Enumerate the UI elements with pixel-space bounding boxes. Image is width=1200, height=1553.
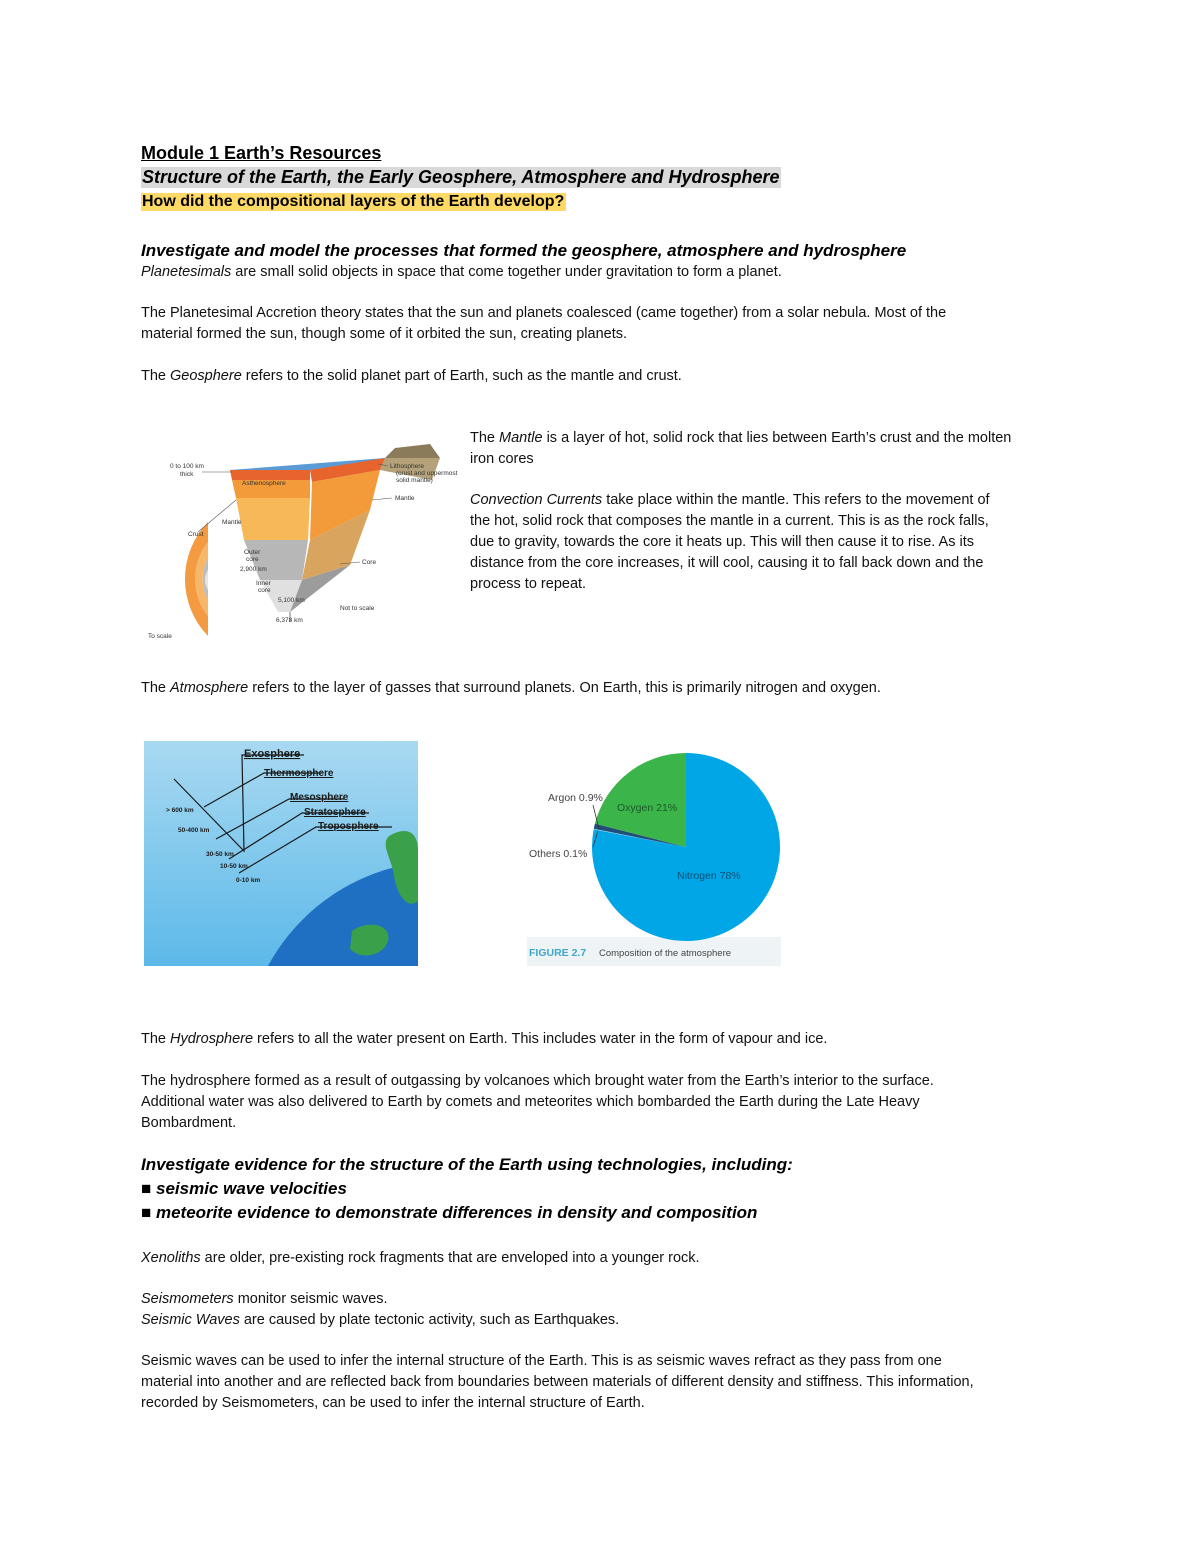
hydrosphere-pre: The bbox=[141, 1031, 171, 1047]
diagram-label: 2,900 km bbox=[240, 566, 267, 573]
atmosphere-pie-chart bbox=[527, 741, 781, 966]
convection-text: process to repeat. bbox=[470, 576, 587, 592]
layer-label-mesosphere: Mesosphere bbox=[290, 792, 349, 803]
altitude-label: 50-400 km bbox=[178, 827, 210, 834]
layer-label-exosphere: Exosphere bbox=[244, 748, 301, 760]
planetesimals-text: are small solid objects in space that come together under gravitation to form a planet. bbox=[231, 264, 782, 280]
outgassing-line: The hydrosphere formed as a result of outgassing by volcanoes which brought water from the Earth’s interior to the surface. bbox=[141, 1073, 934, 1089]
accretion-paragraph bbox=[141, 303, 946, 345]
diagram-label: Not to scale bbox=[340, 605, 375, 612]
diagram-label: 0 to 100 km bbox=[170, 463, 204, 470]
altitude-label: 0-10 km bbox=[236, 877, 261, 884]
geosphere-pre: The bbox=[141, 368, 171, 384]
seismic-waves-text: are caused by plate tectonic activity, such as Earthquakes. bbox=[239, 1312, 620, 1328]
atmosphere-text: refers to the layer of gasses that surround planets. On Earth, this is primarily nitrogen and oxygen. bbox=[248, 680, 881, 696]
layer-label-stratosphere: Stratosphere bbox=[304, 807, 366, 818]
outgassing-line: Bombardment. bbox=[141, 1115, 237, 1131]
diagram-label: 6,378 km bbox=[276, 617, 303, 624]
diagram-label: Mantle bbox=[395, 495, 415, 502]
pie-label-argon: Argon 0.9% bbox=[548, 792, 603, 804]
earth-layers-diagram bbox=[140, 440, 460, 645]
layer-label-thermosphere: Thermosphere bbox=[264, 768, 334, 779]
diagram-label: core bbox=[246, 556, 259, 563]
geosphere-term: Geosphere bbox=[170, 368, 242, 384]
convection-text: take place within the mantle. This refers to the movement of bbox=[602, 492, 990, 508]
section2-bullet: ■ seismic wave velocities bbox=[141, 1179, 347, 1198]
accretion-line: material formed the sun, though some of it orbited the sun, creating planets. bbox=[141, 326, 628, 342]
pie-slices bbox=[592, 753, 780, 941]
seismometers-text: monitor seismic waves. bbox=[233, 1291, 388, 1307]
planetesimals-term: Planetesimals bbox=[141, 264, 232, 280]
inference-line: recorded by Seismometers, can be used to infer the internal structure of Earth. bbox=[141, 1395, 645, 1411]
geosphere-paragraph bbox=[141, 366, 682, 387]
guiding-question: How did the compositional layers of the Earth develop? bbox=[142, 193, 565, 210]
layer-label-troposphere: Troposphere bbox=[318, 821, 379, 832]
xenoliths-term: Xenoliths bbox=[141, 1250, 201, 1266]
convection-term: Convection Currents bbox=[470, 492, 603, 508]
figure-caption-text: Composition of the atmosphere bbox=[599, 948, 732, 959]
inference-line: Seismic waves can be used to infer the internal structure of the Earth. This is as seismic waves refract as they pass from one bbox=[141, 1353, 942, 1369]
atmosphere-paragraph bbox=[141, 678, 881, 699]
outgassing-line: Additional water was also delivered to Earth by comets and meteorites which bombarded the Earth during the Late Heavy bbox=[141, 1094, 920, 1110]
altitude-label: 10-50 km bbox=[220, 863, 248, 870]
diagram-label: (crust and uppermost bbox=[396, 470, 458, 477]
diagram-label: Crust bbox=[188, 531, 204, 538]
diagram-label: thick bbox=[180, 471, 194, 478]
pie-label-nitrogen: Nitrogen 78% bbox=[677, 870, 741, 882]
diagram-label: 5,100 km bbox=[278, 597, 305, 604]
seismometers-term: Seismometers bbox=[141, 1291, 234, 1307]
diagram-label: Inner bbox=[256, 580, 271, 587]
diagram-label: Asthenosphere bbox=[242, 480, 286, 487]
diagram-label: Mantle bbox=[222, 519, 242, 526]
diagram-label: solid mantle) bbox=[396, 477, 433, 484]
convection-text: due to gravity, towards the core it heats up. This will then cause it to rise. As its bbox=[470, 534, 974, 550]
altitude-label: > 600 km bbox=[166, 807, 194, 814]
section2-heading-line: Investigate evidence for the structure of the Earth using technologies, including: bbox=[141, 1155, 793, 1174]
accretion-line: The Planetesimal Accretion theory states that the sun and planets coalesced (came together) from a solar nebula. Most of the bbox=[141, 305, 947, 321]
seismic-waves-term: Seismic Waves bbox=[141, 1312, 240, 1328]
atmosphere-pre: The bbox=[141, 680, 171, 696]
mantle-text: iron cores bbox=[470, 451, 534, 467]
section1-heading: Investigate and model the processes that formed the geosphere, atmosphere and hydrosphere bbox=[141, 241, 907, 260]
planetesimals-paragraph bbox=[141, 262, 782, 283]
mantle-term: Mantle bbox=[499, 430, 543, 446]
diagram-label: core bbox=[258, 587, 271, 594]
convection-text: distance from the core increases, it will cool, causing it to fall back down and the bbox=[470, 555, 984, 571]
mantle-paragraph bbox=[470, 428, 1011, 470]
mantle-text: is a layer of hot, solid rock that lies between Earth’s crust and the molten bbox=[542, 430, 1012, 446]
atmosphere-term: Atmosphere bbox=[170, 680, 249, 696]
inference-line: material into another and are reflected back from boundaries between materials of different density and stiffness. This information, bbox=[141, 1374, 974, 1390]
xenoliths-paragraph bbox=[141, 1248, 700, 1269]
page-subtitle: Structure of the Earth, the Early Geosphere, Atmosphere and Hydrosphere bbox=[142, 167, 780, 187]
pie-label-others: Others 0.1% bbox=[529, 848, 588, 860]
convection-text: the hot, solid rock that composes the mantle in a current. This is as the rock falls, bbox=[470, 513, 989, 529]
altitude-label: 30-50 km bbox=[206, 851, 234, 858]
hydrosphere-term: Hydrosphere bbox=[170, 1031, 254, 1047]
module-title: Module 1 Earth’s Resources bbox=[141, 143, 382, 163]
geosphere-text: refers to the solid planet part of Earth, such as the mantle and crust. bbox=[241, 368, 682, 384]
section2-heading bbox=[141, 1153, 793, 1225]
seismic-inference-paragraph bbox=[141, 1351, 974, 1414]
diagram-label: Outer bbox=[244, 549, 261, 556]
section2-bullet: ■ meteorite evidence to demonstrate differences in density and composition bbox=[141, 1203, 758, 1222]
seismometers-paragraph bbox=[141, 1289, 619, 1331]
diagram-label: Lithosphere bbox=[390, 463, 424, 470]
figure-caption-label: FIGURE 2.7 bbox=[529, 947, 587, 959]
outgassing-paragraph bbox=[141, 1071, 934, 1134]
xenoliths-text: are older, pre-existing rock fragments that are enveloped into a younger rock. bbox=[200, 1250, 700, 1266]
mantle-pre: The bbox=[470, 430, 500, 446]
hydrosphere-paragraph bbox=[141, 1029, 827, 1050]
to-scale-earth-icon bbox=[185, 522, 208, 636]
diagram-label: To scale bbox=[148, 633, 172, 640]
hydrosphere-text: refers to all the water present on Earth. This includes water in the form of vapour and ice. bbox=[253, 1031, 828, 1047]
pie-label-oxygen: Oxygen 21% bbox=[617, 802, 678, 814]
atmosphere-layers-diagram bbox=[144, 741, 418, 966]
convection-paragraph bbox=[470, 490, 990, 595]
diagram-label: Core bbox=[362, 559, 377, 566]
